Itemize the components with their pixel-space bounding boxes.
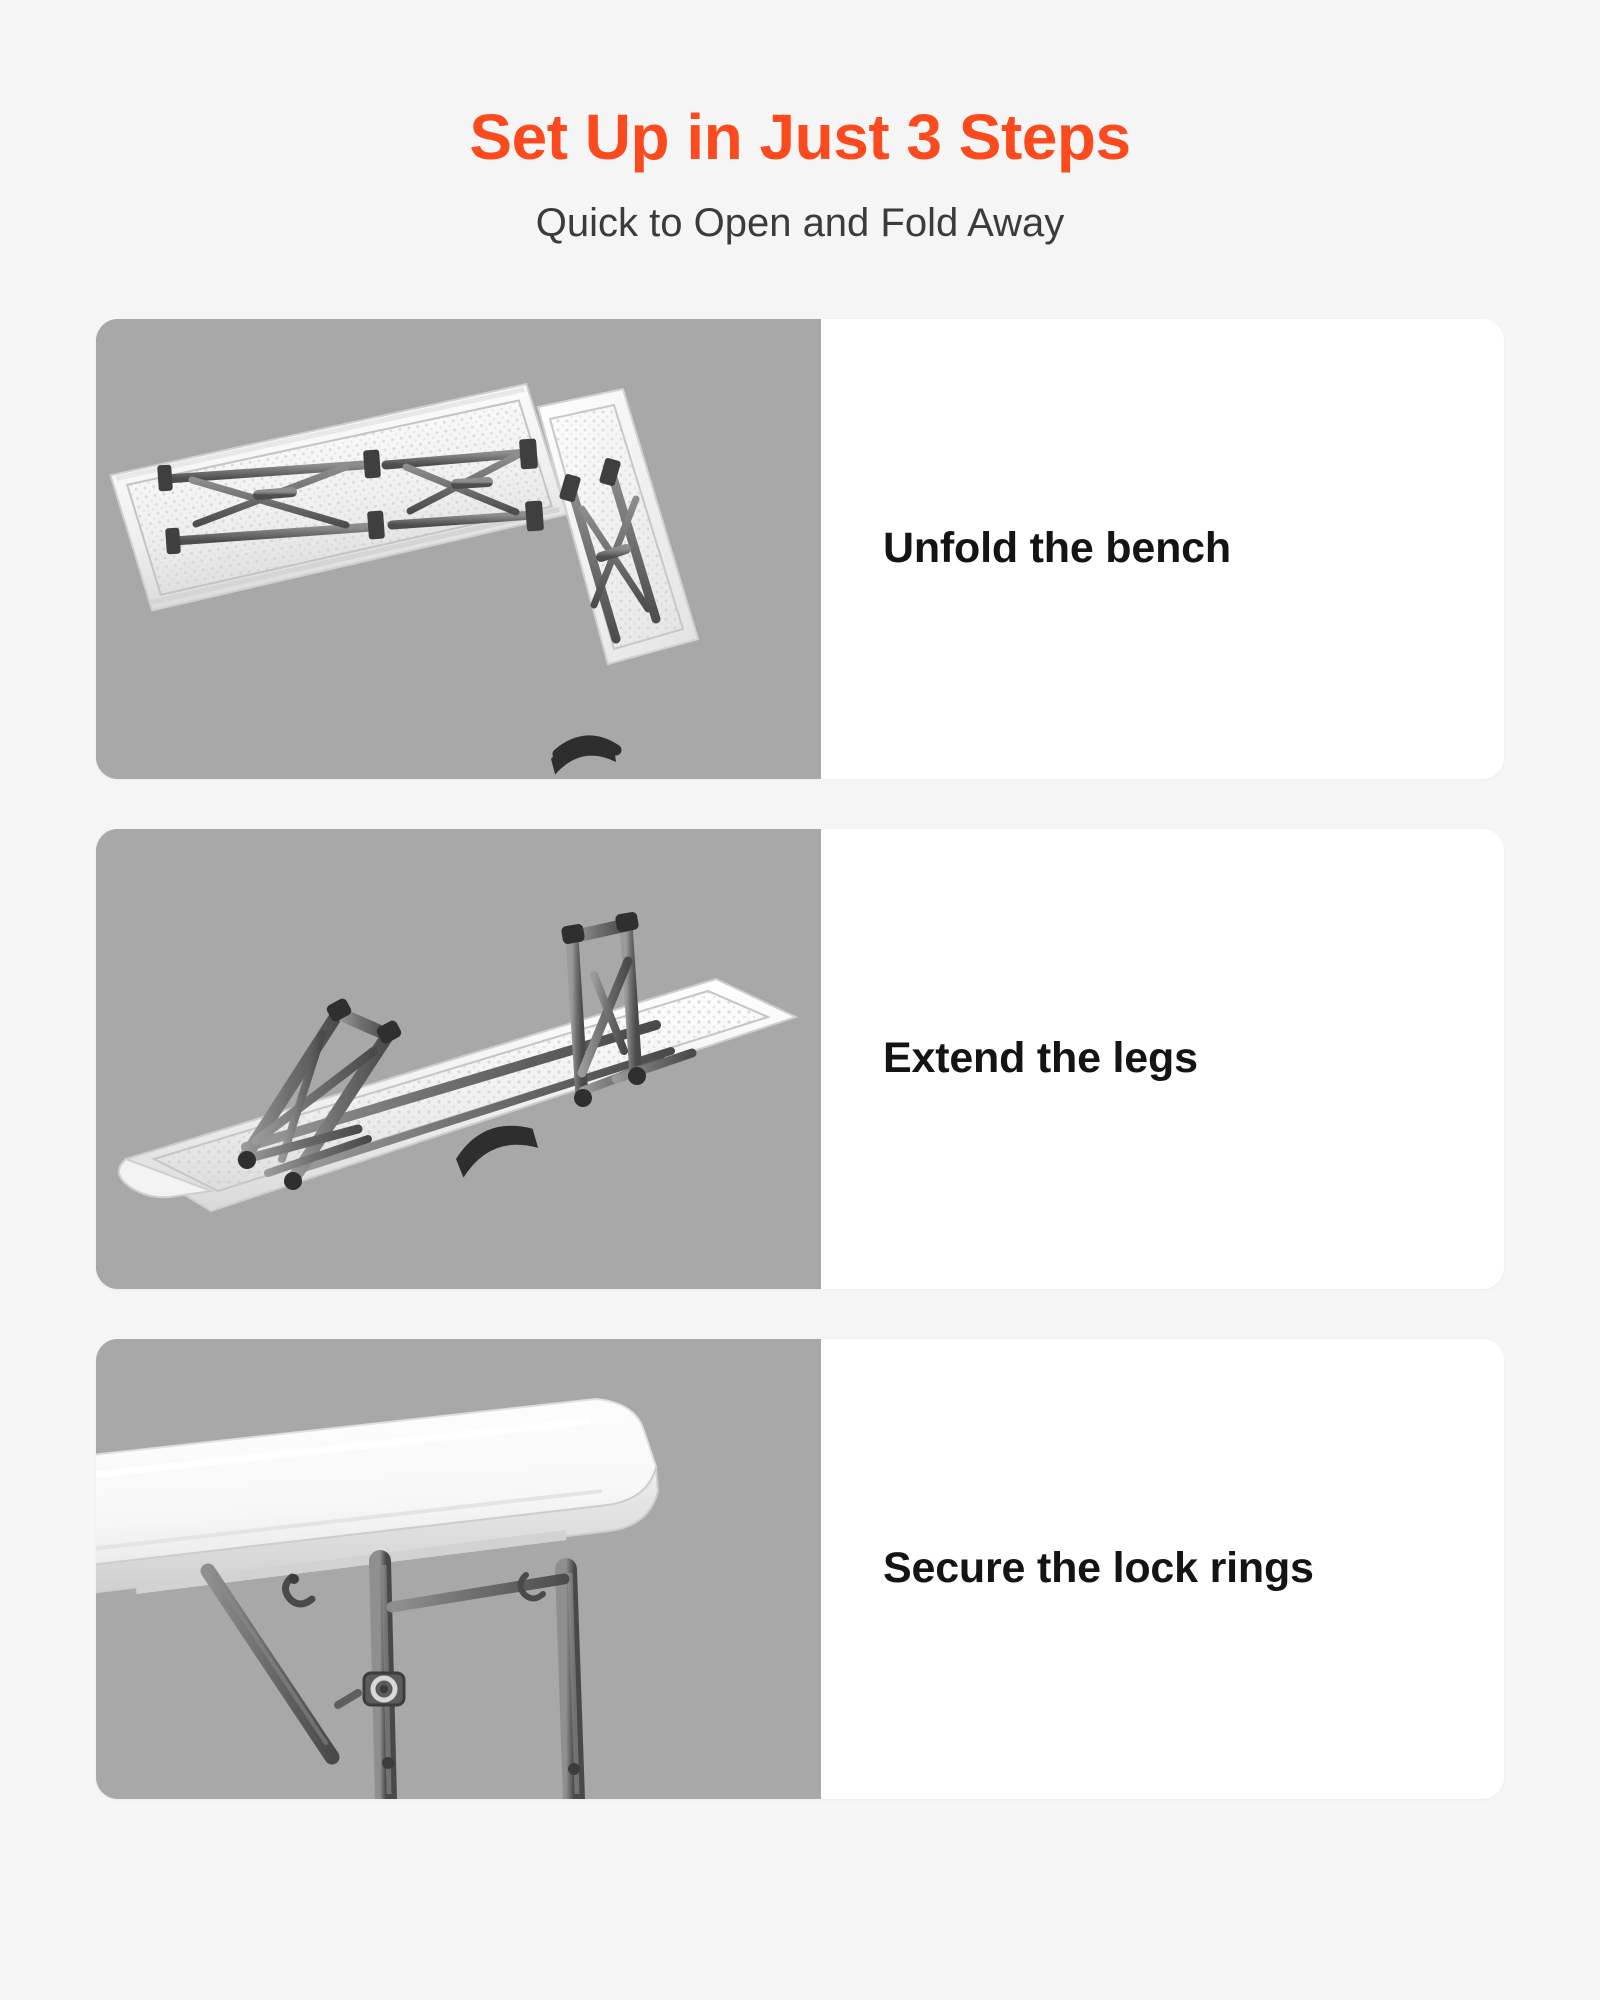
- page-subtitle: Quick to Open and Fold Away: [535, 201, 1065, 246]
- step-text-1: [821, 319, 1504, 779]
- step-image-1: [96, 319, 821, 779]
- step-text-3: [821, 1339, 1504, 1799]
- step-card-1: [96, 319, 1504, 779]
- page-title: Set Up in Just 3 Steps: [469, 101, 1131, 173]
- step-card-3: [96, 1339, 1504, 1799]
- illustration-unfold-bench: [96, 319, 821, 779]
- illustration-extend-legs: [96, 829, 821, 1289]
- steps-list: [0, 319, 1600, 1799]
- step-image-3: [96, 1339, 821, 1799]
- step-label-2: Extend the legs: [883, 1034, 1198, 1083]
- step-image-2: [96, 829, 821, 1289]
- step-card-2: [96, 829, 1504, 1289]
- unfold-bench-graphic: [96, 319, 821, 779]
- lock-rings-graphic: [96, 1339, 821, 1799]
- step-label-3: Secure the lock rings: [883, 1544, 1314, 1593]
- step-label-1: Unfold the bench: [883, 524, 1231, 573]
- illustration-lock-rings: [96, 1339, 821, 1799]
- step-text-2: [821, 829, 1504, 1289]
- page-header: [0, 0, 1600, 247]
- extend-legs-graphic: [96, 829, 821, 1289]
